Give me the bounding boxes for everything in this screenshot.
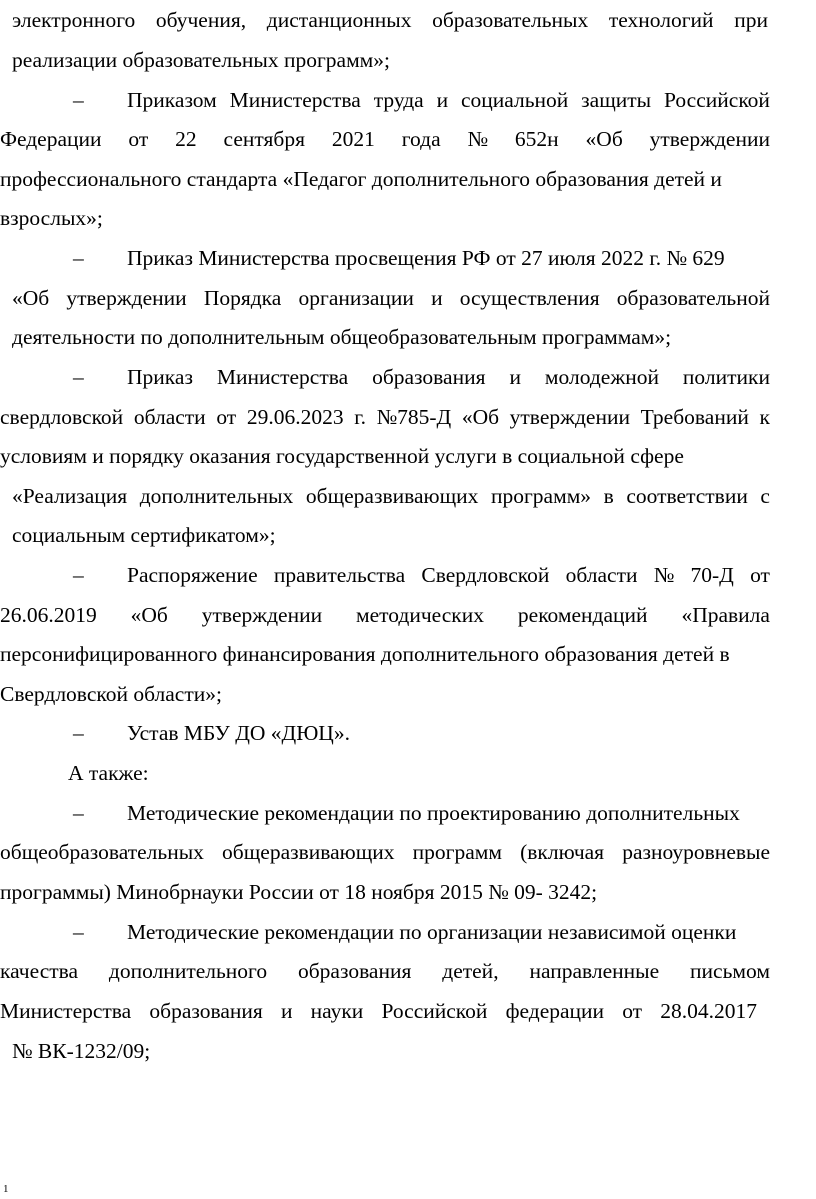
bullet-dash: – (73, 365, 84, 389)
bullet-dash: – (73, 801, 84, 825)
text-line: Устав МБУ ДО «ДЮЦ». (127, 721, 350, 745)
text-line: А также: (68, 761, 149, 785)
text-line: деятельности по дополнительным общеобразовательным программам»; (12, 325, 672, 349)
text-line: Методические рекомендации по проектированию дополнительных (127, 801, 740, 825)
text-line: 26.06.2019 «Об утверждении методических рекомендаций «Правила (0, 603, 770, 627)
text-line: условиям и порядку оказания государственной услуги в социальной сфере (0, 444, 684, 468)
text-line: «Реализация дополнительных общеразвивающих программ» в соответствии с (12, 484, 770, 508)
bullet-dash: – (73, 920, 84, 944)
text-line: реализации образовательных программ»; (12, 48, 391, 72)
text-line: электронного обучения, дистанционных образовательных технологий при (12, 8, 768, 32)
text-line: Министерства образования и науки Российской федерации от 28.04.2017 (0, 999, 757, 1023)
text-line: Приказ Министерства просвещения РФ от 27 июля 2022 г. № 629 (127, 246, 725, 270)
text-line: персонифицированного финансирования дополнительного образования детей в (0, 642, 730, 666)
text-line: Федерации от 22 сентября 2021 года № 652н «Об утверждении (0, 127, 770, 151)
text-line: качества дополнительного образования детей, направленные письмом (0, 959, 770, 983)
bullet-dash: – (73, 721, 84, 745)
text-line: социальным сертификатом»; (12, 523, 276, 547)
text-line: Свердловской области»; (0, 682, 222, 706)
footnote-number: 1 (3, 1183, 9, 1195)
text-line: Распоряжение правительства Свердловской области № 70-Д от (127, 563, 770, 587)
text-line: № ВК-1232/09; (12, 1039, 151, 1063)
text-line: Приказом Министерства труда и социальной защиты Российской (127, 88, 770, 112)
text-line: взрослых»; (0, 206, 103, 230)
bullet-dash: – (73, 88, 84, 112)
text-line: Методические рекомендации по организации независимой оценки (127, 920, 737, 944)
text-line: «Об утверждении Порядка организации и осуществления образовательной (12, 286, 770, 310)
text-line: программы) Минобрнауки России от 18 ноября 2015 № 09- 3242; (0, 880, 598, 904)
text-line: свердловской области от 29.06.2023 г. №785-Д «Об утверждении Требований к (0, 405, 770, 429)
text-line: общеобразовательных общеразвивающих программ (включая разноуровневые (0, 840, 770, 864)
bullet-dash: – (73, 246, 84, 270)
text-line: Приказ Министерства образования и молодежной политики (127, 365, 770, 389)
bullet-dash: – (73, 563, 84, 587)
text-line: профессионального стандарта «Педагог дополнительного образования детей и (0, 167, 722, 191)
